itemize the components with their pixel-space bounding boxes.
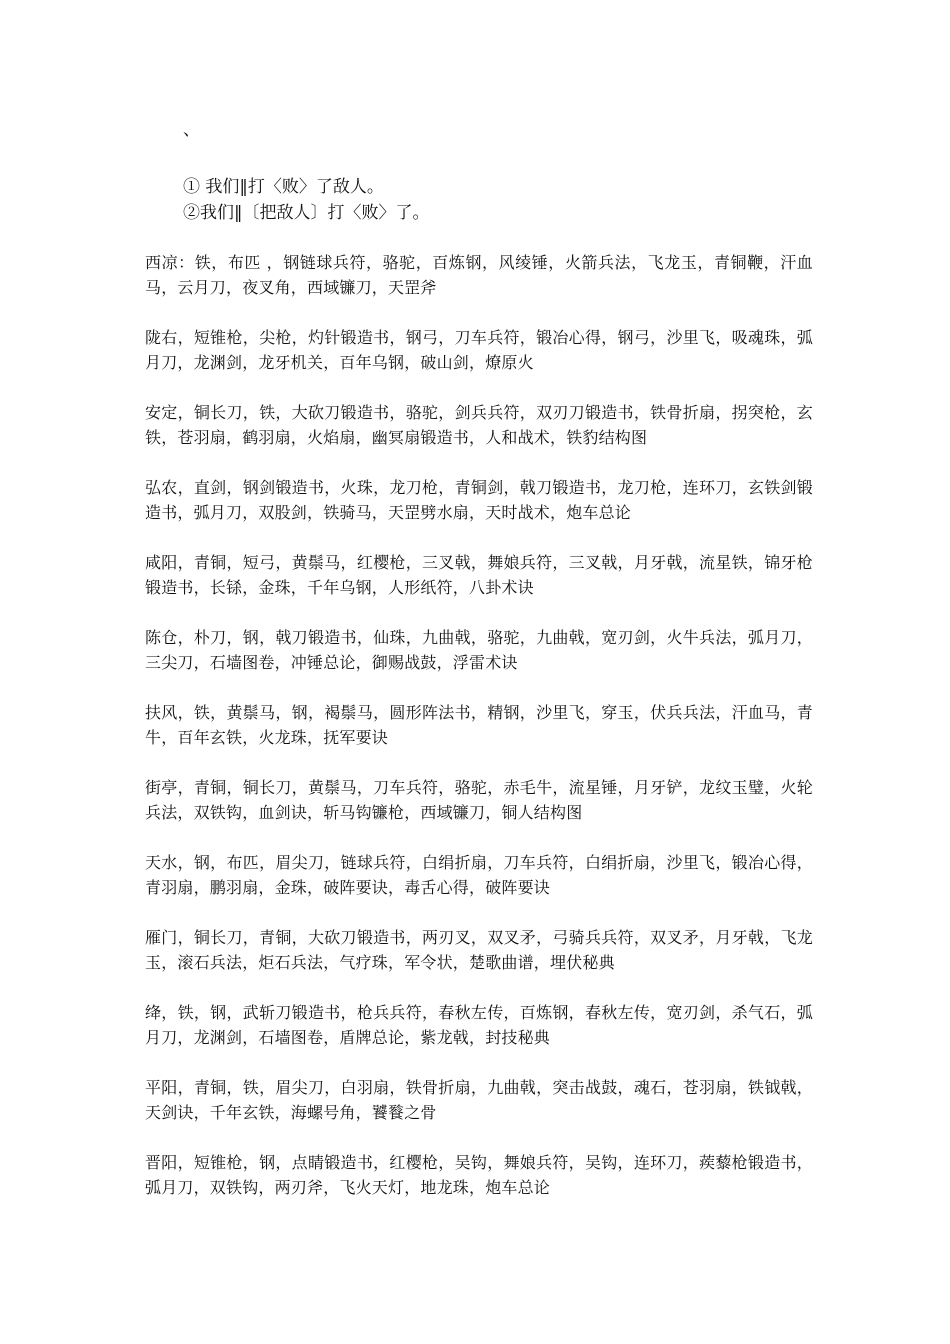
location-entry-jinyang: 晋阳，短锥枪，钢，点睛锻造书，红樱枪，吴钩，舞娘兵符，吴钩，连环刀，蒺藜枪锻造书，弧月刀，双铁钩，两刃斧，飞火天灯，地龙珠，炮车总论 [145,1153,813,1197]
location-entry-hongnong: 弘农，直剑，钢剑锻造书，火珠，龙刀枪，青铜剑，戟刀锻造书，龙刀枪，连环刀，玄铁剑锻造书，弧月刀，双股剑，铁骑马，天罡劈水扇，天时战术，炮车总论 [145,478,813,522]
location-entry-fufeng: 扶风，铁，黄鬃马，钢，褐鬃马，圆形阵法书，精钢，沙里飞，穿玉，伏兵兵法，汗血马，青牛，百年玄铁，火龙珠，抚军要诀 [145,703,813,747]
location-item-list [145,250,813,1225]
top-mark: 、 [183,120,200,140]
example-sentence-1: ① 我们‖打〈败〉了敌人。 [183,177,384,197]
location-entry-tianshui: 天水，钢，布匹，眉尖刀，链球兵符，白绢折扇，刀车兵符，白绢折扇，沙里飞，锻冶心得，青羽扇，鹏羽扇，金珠，破阵要诀，毒舌心得，破阵要诀 [145,853,813,897]
location-entry-longyou: 陇右，短锥枪，尖枪，灼针锻造书，钢弓，刀车兵符，锻冶心得，钢弓，沙里飞，吸魂珠，弧月刀，龙渊剑，龙牙机关，百年乌钢，破山剑，燎原火 [145,328,813,372]
location-entry-anding: 安定，铜长刀，铁，大砍刀锻造书，骆驼，剑兵兵符，双刃刀锻造书，铁骨折扇，拐突枪，玄铁，苍羽扇，鹤羽扇，火焰扇，幽冥扇锻造书，人和战术，铁豹结构图 [145,403,813,447]
location-entry-jiang: 绛，铁，钢，武斩刀锻造书，枪兵兵符，春秋左传，百炼钢，春秋左传，宽刃剑，杀气石，弧月刀，龙渊剑，石墙图卷，盾牌总论，紫龙戟，封技秘典 [145,1003,813,1047]
location-entry-chencang: 陈仓，朴刀，钢，戟刀锻造书，仙珠，九曲戟，骆驼，九曲戟，宽刃剑，火牛兵法，弧月刀，三尖刀，石墙图卷，冲锤总论，御赐战鼓，浮雷术诀 [145,628,813,672]
example-sentence-2: ②我们‖〔把敌人〕打〈败〉了。 [183,203,430,223]
location-entry-jieting: 街亭，青铜，铜长刀，黄鬃马，刀车兵符，骆驼，赤毛牛，流星锤，月牙铲，龙纹玉璧，火轮兵法，双铁钩，血剑诀，斩马钩镰枪，西域镰刀，铜人结构图 [145,778,813,822]
location-entry-xiliang: 西凉：铁，布匹 ，钢链球兵符，骆驼，百炼钢，风绫锤，火箭兵法，飞龙玉，青铜鞭，汗血马，云月刀，夜叉角，西域镰刀，天罡斧 [145,253,813,297]
location-entry-pingyang: 平阳，青铜，铁，眉尖刀，白羽扇，铁骨折扇，九曲戟，突击战鼓，魂石，苍羽扇，铁钺戟，天剑诀，千年玄铁，海螺号角，饕餮之骨 [145,1078,813,1122]
location-entry-xianyang: 咸阳，青铜，短弓，黄鬃马，红樱枪，三叉戟，舞娘兵符，三叉戟，月牙戟，流星铁，锦牙枪锻造书，长铩，金珠，千年乌钢，人形纸符，八卦术诀 [145,553,813,597]
location-entry-yanmen: 雁门，铜长刀，青铜，大砍刀锻造书，两刃叉，双叉矛，弓骑兵兵符，双叉矛，月牙戟，飞龙玉，滚石兵法，炬石兵法，气疗珠，军令状，楚歌曲谱，埋伏秘典 [145,928,813,972]
example-sentences [183,174,430,226]
